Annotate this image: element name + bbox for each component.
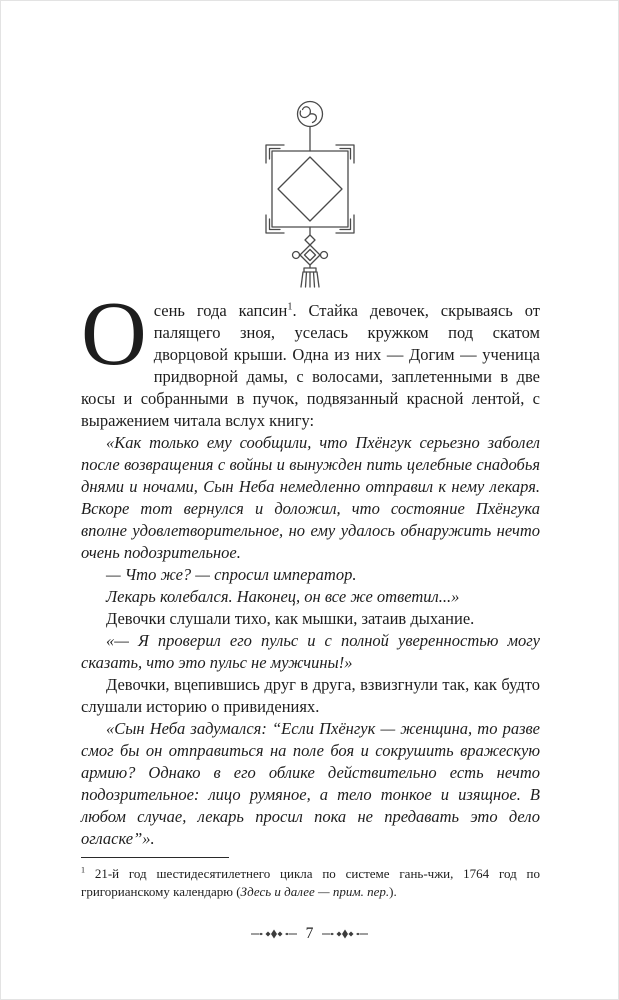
page-number: 7 <box>305 925 314 942</box>
page-body <box>81 283 540 850</box>
page-footer <box>1 925 618 943</box>
paragraph-text: сень года капсин <box>153 301 288 320</box>
drop-cap: О <box>81 283 147 384</box>
footnote-number: 1 <box>81 865 86 875</box>
paragraph-quote: «Сын Неба задумался: “Если Пхёнгук — женщина, то разве смог бы он отправиться на поле боя и сокрушить вражескую армию? Однако в его облике действительно есть нечто подозрительное: лицо румяное, а тело тонкое и изящное. В любом случае, лекарь просил пока не предавать это дело огласке”». <box>81 719 540 848</box>
paragraph-quote: «Как только ему сообщили, что Пхёнгук серьезно заболел после возвращения с войны и вынужден пить целебные снадобья днями и ночами, Сын Неба немедленно отправил к нему лекаря. Вскоре тот вернулся и доложил, что состояние Пхёнгука вполне удовлетворительное, но ему удалось обнаружить нечто очень подозрительное. <box>81 433 540 562</box>
footnote-marker: 1 <box>287 301 293 313</box>
footnote-translator-note: Здесь и далее — прим. пер. <box>240 883 390 899</box>
diamond-flourish-ornament-right-icon <box>322 928 368 940</box>
footnote <box>81 857 540 900</box>
footnote-body-end: ). <box>389 883 397 899</box>
paragraph-text: . Стайка девочек, скрываясь от палящего зноя, уселась кружком под скатом дворцовой крыши. Одна из них — Догим — ученица придворной дамы, с волосами, заплетенными в две косы и собранными в пучок, подвязанный красной лентой, с выражением читала вслух книгу: <box>81 301 540 430</box>
paragraph-quote: «— Я проверил его пульс и с полной уверенностью могу сказать, что это пульс не мужчины!» <box>81 631 540 672</box>
paragraph-narration: Девочки слушали тихо, как мышки, затаив дыхание. <box>106 609 475 628</box>
diamond-flourish-ornament-left-icon <box>251 928 297 940</box>
chinese-lantern-knot-ornament-icon <box>260 99 360 289</box>
footnote-text <box>81 865 540 900</box>
footnote-rule <box>81 857 229 858</box>
footnote-body: 21-й год шестидесятилетнего цикла по системе гань-чжи, 1764 год по григорианскому календарю ( <box>81 866 540 899</box>
lantern-ornament <box>260 99 360 294</box>
paragraph-quote: Лекарь колебался. Наконец, он все же ответил...» <box>106 587 460 606</box>
paragraph-narration: Девочки, вцепившись друг в друга, взвизгнули так, как будто слушали историю о привидениях. <box>81 675 540 716</box>
paragraph-quote: — Что же? — спросил император. <box>106 565 357 584</box>
paragraph-opening <box>81 283 540 432</box>
